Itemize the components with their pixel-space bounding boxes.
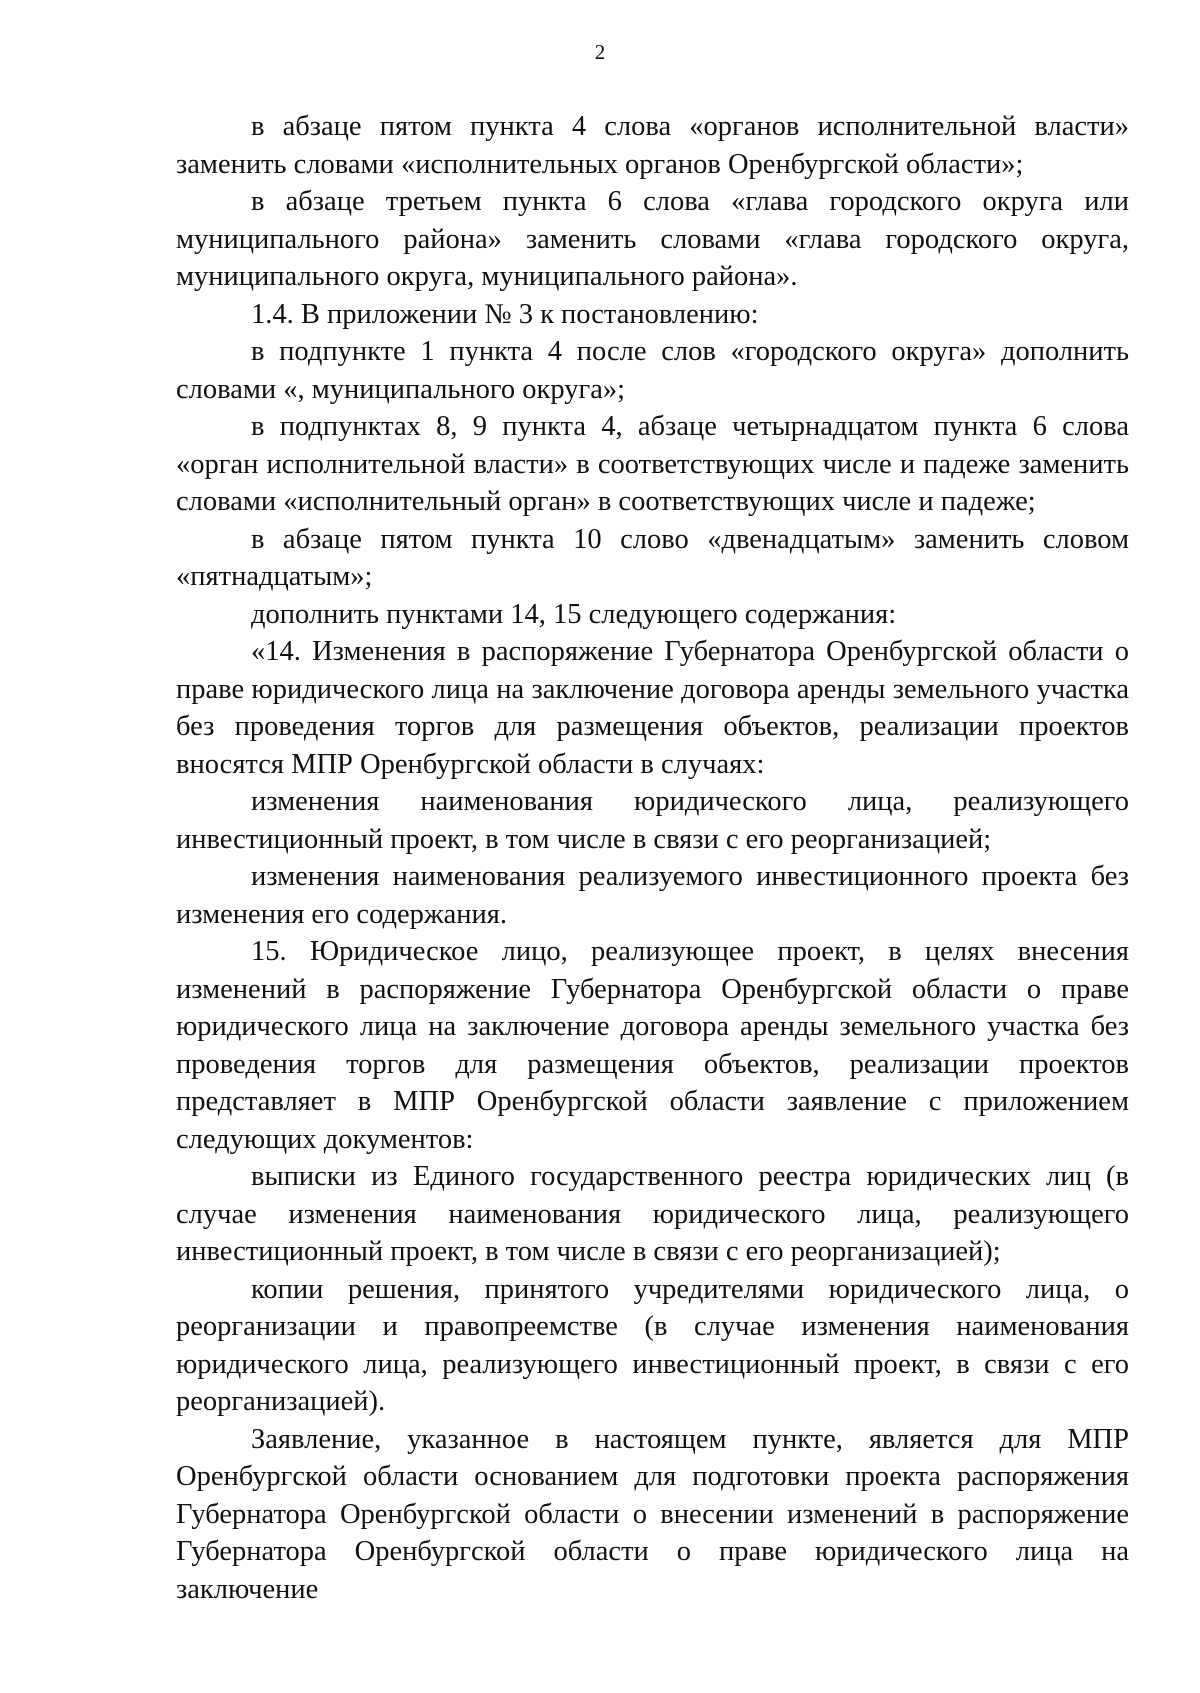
paragraph-1: в абзаце пятом пункта 4 слова «органов исполнительной власти» заменить словами «исполнительных органов Оренбургской области»; — [176, 111, 1129, 180]
page-number: 2 — [594, 40, 606, 64]
paragraph-6: дополнить пунктами 14, 15 следующего содержания: — [251, 598, 897, 630]
paragraph-2: в абзаце третьем пункта 6 слова «глава городского округа или муниципального района» заменить словами «глава городского округа, муниципального округа, муниципального района». — [176, 186, 1129, 292]
paragraph-5: в абзаце пятом пункта 10 слово «двенадцатым» заменить словом «пятнадцатым»; — [176, 523, 1129, 592]
paragraph-section-1-4: 1.4. В приложении № 3 к постановлению: — [251, 298, 759, 330]
paragraph-9: выписки из Единого государственного реестра юридических лиц (в случае изменения наименования юридического лица, реализующего инвестиционный проект, в том числе в связи с его реорганизацией); — [176, 1161, 1129, 1267]
paragraph-3: в подпункте 1 пункта 4 после слов «городского округа» дополнить словами «, муниципального округа»; — [176, 336, 1129, 405]
paragraph-item-14: «14. Изменения в распоряжение Губернатора Оренбургской области о праве юридического лица на заключение договора аренды земельного участка без проведения торгов для размещения объектов, реализации проектов вносятся МПР Оренбургской области в случаях: — [176, 636, 1129, 780]
paragraph-8: изменения наименования реализуемого инвестиционного проекта без изменения его содержания. — [176, 861, 1129, 930]
paragraph-11: Заявление, указанное в настоящем пункте, является для МПР Оренбургской области основанием для подготовки проекта распоряжения Губернатора Оренбургской области о внесении изменений в распоряжение Губернатора Оренбургской области о праве юридического лица на заключение — [176, 1423, 1129, 1605]
paragraph-7: изменения наименования юридического лица, реализующего инвестиционный проект, в том числе в связи с его реорганизацией; — [176, 786, 1129, 855]
paragraph-4: в подпунктах 8, 9 пункта 4, абзаце четырнадцатом пункта 6 слова «орган исполнительной власти» в соответствующих числе и падеже заменить словами «исполнительный орган» в соответствующих числе и падеже; — [176, 411, 1129, 517]
paragraph-item-15: 15. Юридическое лицо, реализующее проект, в целях внесения изменений в распоряжение Губернатора Оренбургской области о праве юридического лица на заключение договора аренды земельного участка без проведения торгов для размещения объектов, реализации проектов представляет в МПР Оренбургской области заявление с приложением следующих документов: — [176, 936, 1129, 1155]
paragraph-10: копии решения, принятого учредителями юридического лица, о реорганизации и правопреемстве (в случае изменения наименования юридического лица, реализующего инвестиционный проект, в связи с его реорганизацией). — [176, 1273, 1129, 1417]
document-body — [176, 108, 1129, 1608]
